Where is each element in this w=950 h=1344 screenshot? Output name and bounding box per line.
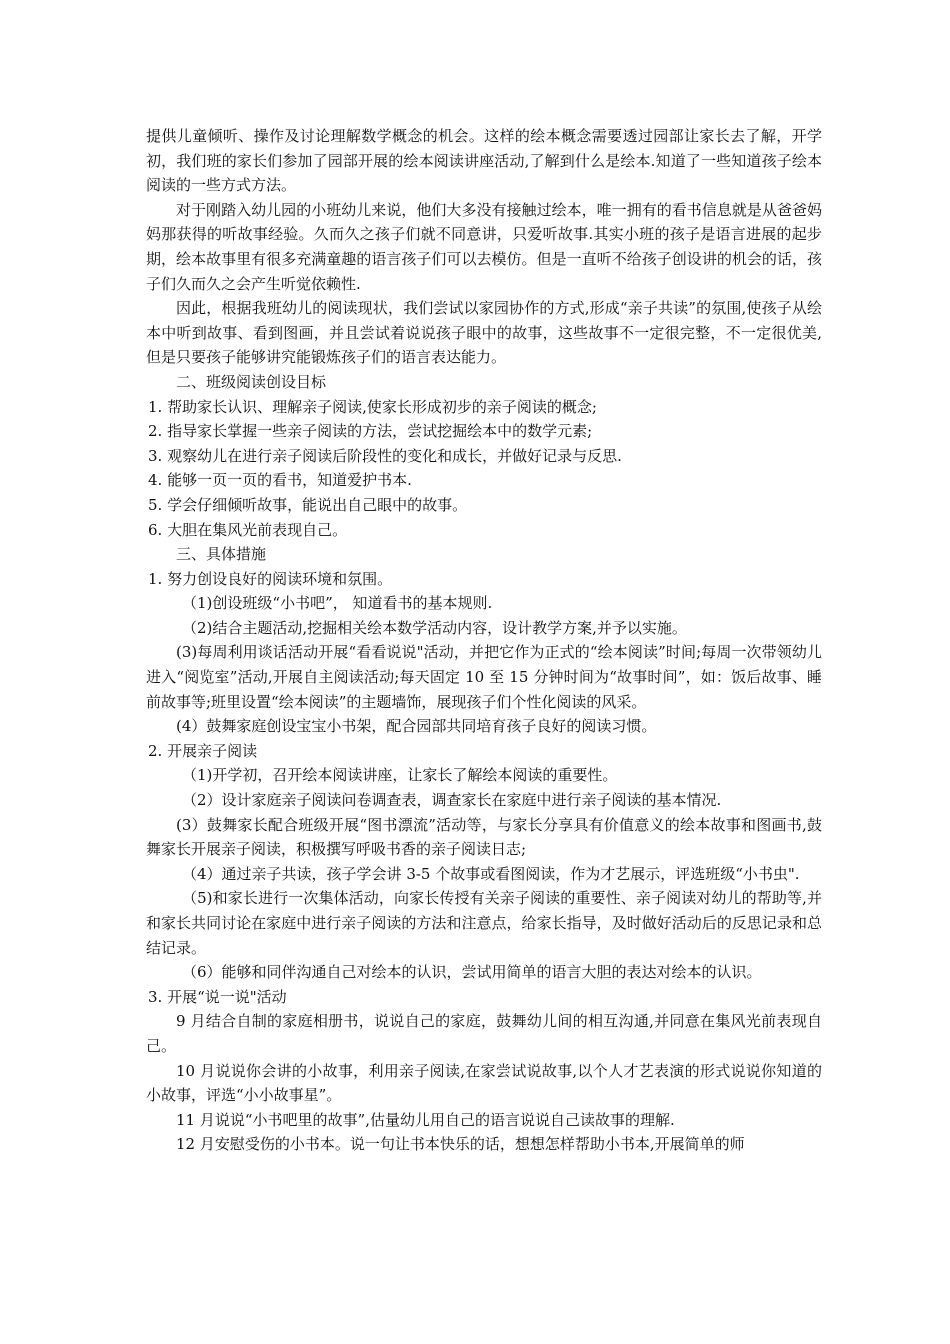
measure-subitem: （1)创设班级“小书吧”， 知道看书的基本规则.	[182, 594, 493, 613]
goal-item: 4. 能够一页一页的看书，知道爱护书本.	[148, 471, 412, 490]
monthly-activity: 10 月说说你会讲的小故事，利用亲子阅读,在家尝试说故事,以个人才艺表演的形式说说你知道的小故事，评选“小小故事星”。	[146, 1061, 822, 1105]
paragraph-background: 对于刚踏入幼儿园的小班幼儿来说，他们大多没有接触过绘本，唯一拥有的看书信息就是从爸爸妈妈那获得的听故事经验。久而久之孩子们就不同意讲，只爱听故事.其实小班的孩子是语言进展的起步期，绘本故事里有很多充满童趣的语言孩子们可以去模仿。但是一直听不给孩子创设讲的机会的话，孩子们久而久之会产生听觉依赖性.	[146, 200, 822, 293]
measure-subitem: （2)结合主题活动,挖掘相关绘本数学活动内容，设计教学方案,并予以实施。	[182, 618, 687, 637]
monthly-activity: 12 月安慰受伤的小书本。说一句让书本快乐的话，想想怎样帮助小书本,开展简单的师	[176, 1135, 745, 1154]
monthly-activity: 11 月说说“小书吧里的故事”,估量幼儿用自己的语言说说自己读故事的理解.	[176, 1110, 675, 1129]
measure-subitem: （6）能够和同伴沟通自己对绘本的认识，尝试用简单的语言大胆的表达对绘本的认识。	[182, 963, 762, 982]
measure-subitem: （5)和家长进行一次集体活动，向家长传授有关亲子阅读的重要性、亲子阅读对幼儿的帮助等,并和家长共同讨论在家庭中进行亲子阅读的方法和注意点，给家长指导，及时做好活动后的反思记录和总结记录。	[146, 889, 822, 957]
measure-subitem: (3)每周利用谈话活动开展“看看说说"活动，并把它作为正式的“绘本阅读”时间;每周一次带领幼儿进入“阅览室”活动,开展自主阅读活动;每天固定 10 至 15 分钟时间为“故事时间”，如：饭后故事、睡前故事等;班里设置“绘本阅读”的主题墙饰，展现孩子们个性化阅读的风采。	[146, 643, 822, 711]
paragraph-approach: 因此，根据我班幼儿的阅读现状，我们尝试以家园协作的方式,形成“亲子共读”的氛围,使孩子从绘本中听到故事、看到图画，并且尝试着说说孩子眼中的故事，这些故事不一定很完整，不一定很优美,但是只要孩子能够讲究能锻炼孩子们的语言表达能力。	[146, 299, 822, 367]
measure-subitem: （2）设计家庭亲子阅读问卷调查表，调查家长在家庭中进行亲子阅读的基本情况.	[182, 791, 722, 810]
document-body	[146, 124, 822, 1157]
section-heading-measures: 三、具体措施	[176, 545, 267, 564]
monthly-activity: 9 月结合自制的家庭相册书，说说自己的家庭，鼓舞幼儿间的相互沟通,并同意在集风光前表现自己。	[146, 1012, 822, 1055]
measure-subitem: (3）鼓舞家长配合班级开展“图书漂流”活动等，与家长分享具有价值意义的绘本故事和图画书,鼓舞家长开展亲子阅读，积极撰写呼吸书香的亲子阅读日志;	[146, 815, 822, 859]
measure-heading: 1. 努力创设良好的阅读环境和氛围。	[148, 569, 393, 588]
goal-item: 6. 大胆在集风光前表现自己。	[148, 520, 348, 539]
measure-subitem: （4）通过亲子共读，孩子学会讲 3-5 个故事或看图阅读，作为才艺展示，评选班级“小书虫".	[182, 864, 800, 883]
measure-subitem: (4）鼓舞家庭创设宝宝小书架，配合园部共同培育孩子良好的阅读习惯。	[176, 717, 657, 736]
goal-item: 2. 指导家长掌握一些亲子阅读的方法，尝试挖掘绘本中的数学元素;	[148, 422, 593, 441]
goal-item: 1. 帮助家长认识、理解亲子阅读,使家长形成初步的亲子阅读的概念;	[148, 397, 597, 416]
goal-item: 5. 学会仔细倾听故事，能说出自己眼中的故事。	[148, 495, 468, 514]
section-heading-goals: 二、班级阅读创设目标	[176, 372, 327, 391]
measure-heading: 2. 开展亲子阅读	[148, 741, 258, 760]
measure-subitem: （1)开学初，召开绘本阅读讲座，让家长了解绘本阅读的重要性。	[182, 766, 618, 785]
goal-item: 3. 观察幼儿在进行亲子阅读后阶段性的变化和成长，并做好记录与反思.	[148, 446, 622, 465]
measure-heading: 3. 开展“说一说"活动	[148, 987, 287, 1006]
paragraph-intro: 提供儿童倾听、操作及讨论理解数学概念的机会。这样的绘本概念需要透过园部让家长去了解，开学初，我们班的家长们参加了园部开展的绘本阅读讲座活动,了解到什么是绘本.知道了一些知道孩子绘本阅读的一些方式方法。	[146, 127, 822, 195]
